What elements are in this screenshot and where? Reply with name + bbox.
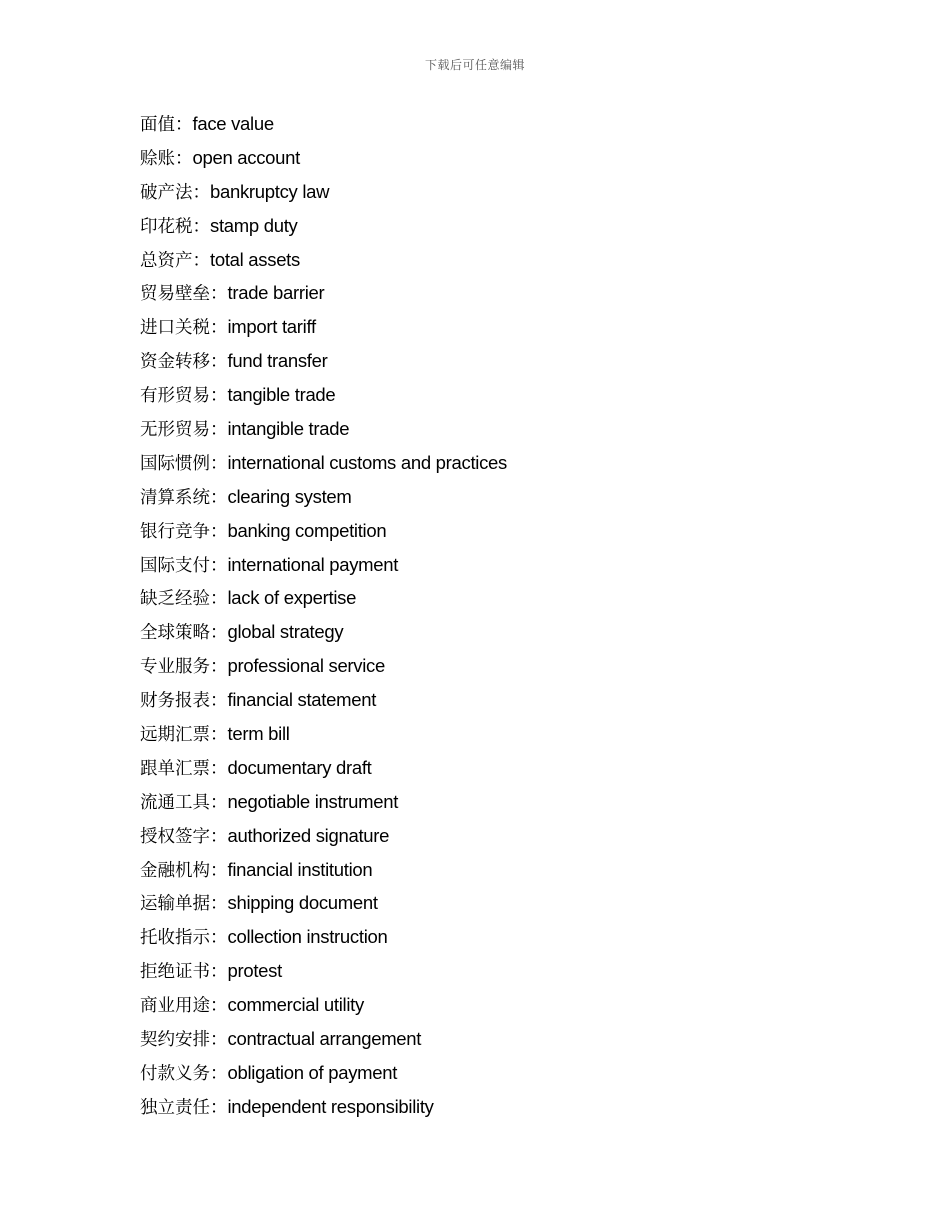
glossary-entry bbox=[140, 382, 507, 416]
term-english: clearing system bbox=[227, 485, 352, 507]
glossary-entry bbox=[140, 789, 507, 823]
term-chinese: 商业用途 bbox=[140, 996, 210, 1017]
term-chinese: 付款义务 bbox=[140, 1063, 210, 1084]
page-header-note: 下载后可任意编辑 bbox=[424, 58, 525, 72]
term-separator: ： bbox=[210, 386, 228, 407]
term-english: term bill bbox=[227, 723, 290, 745]
term-chinese: 金融机构 bbox=[140, 860, 210, 881]
glossary-entry bbox=[140, 552, 507, 586]
term-separator: ： bbox=[210, 792, 228, 813]
glossary-entry bbox=[140, 314, 507, 348]
term-separator: ： bbox=[210, 589, 228, 610]
glossary-entry bbox=[140, 619, 507, 653]
glossary-entry bbox=[140, 145, 507, 179]
term-separator: ： bbox=[210, 1063, 228, 1084]
term-chinese: 有形贸易 bbox=[140, 386, 210, 407]
term-english: professional service bbox=[227, 655, 385, 677]
term-english: fund transfer bbox=[227, 350, 328, 372]
term-chinese: 授权签字 bbox=[140, 826, 210, 847]
term-separator: ： bbox=[210, 1030, 228, 1051]
term-separator: ： bbox=[210, 318, 228, 339]
glossary-entry bbox=[140, 924, 507, 958]
term-chinese: 全球策略 bbox=[140, 623, 210, 644]
term-chinese: 印花税 bbox=[140, 216, 193, 237]
term-chinese: 专业服务 bbox=[140, 657, 210, 678]
term-chinese: 总资产 bbox=[140, 250, 193, 271]
term-chinese: 跟单汇票 bbox=[140, 758, 210, 779]
term-separator: ： bbox=[210, 1097, 228, 1118]
term-chinese: 赊账 bbox=[140, 148, 175, 169]
glossary-entry bbox=[140, 721, 507, 755]
term-chinese: 无形贸易 bbox=[140, 420, 210, 441]
term-chinese: 契约安排 bbox=[140, 1030, 210, 1051]
term-chinese: 财务报表 bbox=[140, 691, 210, 712]
glossary-entry bbox=[140, 247, 507, 281]
term-chinese: 进口关税 bbox=[140, 318, 210, 339]
term-chinese: 独立责任 bbox=[140, 1097, 210, 1118]
term-chinese: 国际支付 bbox=[140, 555, 210, 576]
glossary-entry bbox=[140, 992, 507, 1026]
glossary-entry bbox=[140, 1094, 507, 1128]
term-english: protest bbox=[227, 960, 282, 982]
term-separator: ： bbox=[210, 420, 228, 441]
glossary-entry bbox=[140, 857, 507, 891]
glossary-entry bbox=[140, 1060, 507, 1094]
term-english: stamp duty bbox=[210, 214, 298, 236]
term-separator: ： bbox=[210, 894, 228, 915]
term-separator: ： bbox=[210, 521, 228, 542]
term-english: trade barrier bbox=[227, 282, 325, 304]
glossary-entry bbox=[140, 484, 507, 518]
term-separator: ： bbox=[210, 826, 228, 847]
term-separator: ： bbox=[175, 115, 193, 135]
term-english: import tariff bbox=[227, 316, 316, 338]
term-chinese: 银行竞争 bbox=[140, 521, 210, 542]
term-english: lack of expertise bbox=[227, 587, 357, 609]
term-english: tangible trade bbox=[227, 384, 336, 406]
term-chinese: 国际惯例 bbox=[140, 453, 210, 474]
glossary-entry bbox=[140, 653, 507, 687]
term-chinese: 流通工具 bbox=[140, 792, 210, 813]
term-separator: ： bbox=[210, 453, 228, 474]
term-separator: ： bbox=[210, 962, 228, 983]
term-separator: ： bbox=[210, 657, 228, 678]
term-separator: ： bbox=[210, 623, 228, 644]
term-chinese: 托收指示 bbox=[140, 928, 210, 949]
glossary-entry bbox=[140, 213, 507, 247]
term-chinese: 资金转移 bbox=[140, 352, 210, 373]
term-chinese: 面值 bbox=[140, 115, 175, 135]
term-separator: ： bbox=[210, 928, 228, 949]
glossary-entry bbox=[140, 111, 507, 145]
term-english: bankruptcy law bbox=[210, 180, 330, 202]
term-chinese: 贸易壁垒 bbox=[140, 284, 210, 305]
glossary-entry bbox=[140, 1026, 507, 1060]
glossary-entry bbox=[140, 179, 507, 213]
term-separator: ： bbox=[210, 725, 228, 746]
term-english: obligation of payment bbox=[227, 1061, 398, 1083]
glossary-entry bbox=[140, 823, 507, 857]
term-english: financial institution bbox=[227, 858, 373, 880]
glossary-entry bbox=[140, 890, 507, 924]
term-english: total assets bbox=[210, 248, 300, 270]
term-english: global strategy bbox=[227, 621, 344, 643]
glossary-list bbox=[140, 111, 507, 1128]
term-english: face value bbox=[192, 113, 274, 134]
term-english: shipping document bbox=[227, 892, 378, 914]
term-separator: ： bbox=[210, 284, 228, 305]
glossary-entry bbox=[140, 755, 507, 789]
term-chinese: 运输单据 bbox=[140, 894, 210, 915]
glossary-entry bbox=[140, 280, 507, 314]
term-chinese: 拒绝证书 bbox=[140, 962, 210, 983]
glossary-entry bbox=[140, 416, 507, 450]
term-separator: ： bbox=[210, 352, 228, 373]
glossary-entry bbox=[140, 585, 507, 619]
term-english: authorized signature bbox=[227, 824, 390, 846]
term-english: financial statement bbox=[227, 689, 377, 711]
term-english: intangible trade bbox=[227, 418, 350, 440]
term-separator: ： bbox=[192, 216, 210, 237]
term-separator: ： bbox=[210, 691, 228, 712]
term-chinese: 远期汇票 bbox=[140, 725, 210, 746]
term-english: collection instruction bbox=[227, 926, 388, 948]
term-separator: ： bbox=[210, 555, 228, 576]
term-separator: ： bbox=[210, 860, 228, 881]
term-english: banking competition bbox=[227, 519, 387, 541]
term-chinese: 破产法 bbox=[140, 182, 193, 203]
term-english: contractual arrangement bbox=[227, 1028, 422, 1050]
term-chinese: 清算系统 bbox=[140, 487, 210, 508]
term-english: open account bbox=[192, 146, 300, 168]
term-english: international payment bbox=[227, 553, 399, 575]
term-english: commercial utility bbox=[227, 994, 364, 1016]
term-english: international customs and practices bbox=[227, 451, 507, 473]
term-separator: ： bbox=[192, 250, 210, 271]
glossary-entry bbox=[140, 450, 507, 484]
glossary-entry bbox=[140, 958, 507, 992]
glossary-entry bbox=[140, 348, 507, 382]
term-chinese: 缺乏经验 bbox=[140, 589, 210, 610]
term-separator: ： bbox=[192, 182, 210, 203]
term-english: negotiable instrument bbox=[227, 790, 399, 812]
glossary-entry bbox=[140, 518, 507, 552]
term-separator: ： bbox=[210, 487, 228, 508]
term-english: independent responsibility bbox=[227, 1095, 434, 1117]
term-english: documentary draft bbox=[227, 756, 372, 778]
term-separator: ： bbox=[175, 148, 193, 169]
term-separator: ： bbox=[210, 996, 228, 1017]
term-separator: ： bbox=[210, 758, 228, 779]
glossary-entry bbox=[140, 687, 507, 721]
